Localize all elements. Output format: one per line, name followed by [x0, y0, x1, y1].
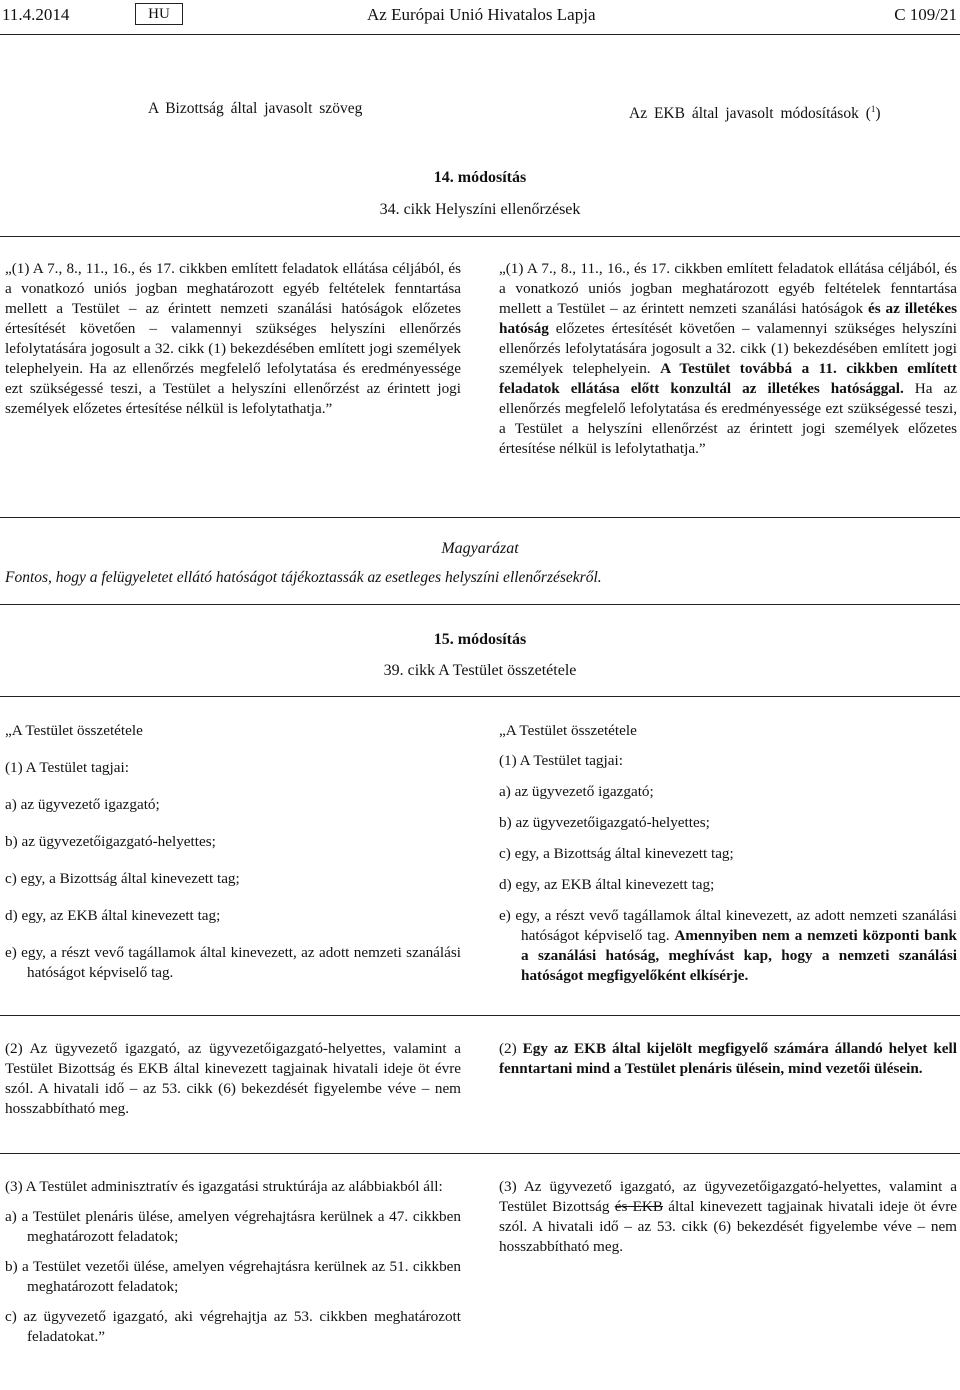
amendment-14-right-text: „(1) A 7., 8., 11., 16., és 17. cikkben említett feladatok ellátása céljából, és a vonatkozó uniós jogban meghatározott egyéb feltételek fenntartása mellett a Testület – az érintett nemzeti szanálási hatóságok és az illetékes hatóság előzetes értesítését követően – valamennyi szükséges helyszíni ellenőrzés lefolytatására jogosult a 32. cikk (1) bekezdésében említett jogi személyek telephelyein. A Testület továbbá a 11. cikkben említett feladatok ellátása előtt konzultál az illetékes hatósággal. Ha az ellenőrzés megfelelő lefolytatása és eredményessége ezt szükségessé teszi, a Testület a helyszíni ellenőrzést az érintett jogi személyek előzetes értesítése nélkül is lefolytathatja.” — [499, 260, 958, 457]
journal-title: Az Európai Unió Hivatalos Lapja — [367, 5, 596, 24]
left-p3-intro: (3) A Testület adminisztratív és igazgatási struktúrája az alábbiakból áll: — [5, 1178, 443, 1195]
right-item-b: b) az ügyvezetőigazgató-helyettes; — [499, 814, 710, 831]
left-item-b: b) az ügyvezetőigazgató-helyettes; — [5, 833, 216, 850]
amendment-15-left-block1 — [5, 721, 461, 983]
journal-header — [0, 0, 960, 32]
explanation-text: Fontos, hogy a felügyeletet ellátó hatóságot tájékoztassák az esetleges helyszíni ellenőrzésekről. — [5, 569, 602, 586]
right-paragraph-2: (2) Egy az EKB által kijelölt megfigyelő számára állandó helyet kell fenntartani mind a Testület plenáris ülésein, mind vezetői ülésein. — [499, 1040, 957, 1077]
left-p3-c: c) az ügyvezető igazgató, aki végrehajtja az 53. cikkben meghatározott feladatokat.” — [5, 1308, 461, 1345]
section-rule — [0, 1015, 960, 1016]
language-badge: HU — [135, 3, 183, 25]
column-heading-right: Az EKB által javasolt módosítások ($^1$) — [629, 104, 881, 123]
amendment-14-subtitle: 34. cikk Helyszíni ellenőrzések — [379, 201, 581, 218]
left-paragraph-2: (2) Az ügyvezető igazgató, az ügyvezetőigazgató-helyettes, valamint a Testület Bizottság és EKB által kinevezett tagjainak hivatali ideje öt évre szól. A hivatali idő – az 53. cikk (6) bekezdését figyelembe véve – nem hosszabbítható meg. — [5, 1040, 461, 1117]
left-item-c: c) egy, a Bizottság által kinevezett tag; — [5, 870, 240, 887]
left-heading: „A Testület összetétele — [5, 722, 143, 739]
section-rule — [0, 517, 960, 518]
header-rule — [0, 34, 960, 35]
amendment-15-title: 15. módosítás — [433, 631, 527, 648]
right-item-c: c) egy, a Bizottság által kinevezett tag; — [499, 845, 734, 862]
column-heading-left: A Bizottság által javasolt szöveg — [148, 100, 363, 117]
section-rule — [0, 604, 960, 605]
issue-number: C 109/21 — [894, 5, 957, 24]
amendment-14-left-text: „(1) A 7., 8., 11., 16., és 17. cikkben említett feladatok ellátása céljából, és a vonatkozó uniós jogban meghatározott egyéb feltételek fenntartása mellett a Testület – az érintett nemzeti szanálási hatóságok előzetes értesítését követően – valamennyi szükséges helyszíni ellenőrzés lefolytatására jogosult a 32. cikk (1) bekezdésében említett jogi személyek telephelyein. Ha az ellenőrzés megfelelő lefolytatása és eredményessége ezt szükségessé teszi, a Testület a helyszíni ellenőrzést az érintett jogi személyek előzetes értesítése nélkül is lefolytathatja.” — [5, 260, 461, 417]
right-item-e: e) egy, a részt vevő tagállamok által kinevezett, az adott nemzeti szanálási hatóságot képviselő tag. Amennyiben nem a nemzeti központi bank a szanálási hatóság, meghívást kap, hogy a nemzeti szanálási hatóságot megfigyelőként elkísérje. — [499, 907, 958, 984]
left-item-e: e) egy, a részt vevő tagállamok által kinevezett, az adott nemzeti szanálási hatóságot képviselő tag. — [5, 944, 461, 981]
left-item-d: d) egy, az EKB által kinevezett tag; — [5, 907, 221, 924]
left-paragraph-3 — [5, 1177, 461, 1347]
right-item-a: a) az ügyvezető igazgató; — [499, 783, 654, 800]
right-item-1: (1) A Testület tagjai: — [499, 752, 623, 769]
explanation-title: Magyarázat — [441, 540, 519, 557]
section-rule — [0, 1153, 960, 1154]
publication-date: 11.4.2014 — [2, 5, 70, 24]
amendment-15-right-block1 — [499, 721, 957, 986]
section-rule — [0, 696, 960, 697]
amendment-15-subtitle: 39. cikk A Testület összetétele — [383, 662, 577, 679]
left-p3-a: a) a Testület plenáris ülése, amelyen végrehajtásra kerülnek a 47. cikkben meghatározott feladatok; — [5, 1208, 461, 1245]
left-item-a: a) az ügyvezető igazgató; — [5, 796, 160, 813]
left-p3-b: b) a Testület vezetői ülése, amelyen végrehajtásra kerülnek az 51. cikkben meghatározott feladatok; — [5, 1258, 461, 1295]
right-item-d: d) egy, az EKB által kinevezett tag; — [499, 876, 715, 893]
amendment-14-title: 14. módosítás — [433, 169, 527, 186]
left-item-1: (1) A Testület tagjai: — [5, 759, 129, 776]
right-paragraph-3: (3) Az ügyvezető igazgató, az ügyvezetőigazgató-helyettes, valamint a Testület Bizottság és EKB által kinevezett tagjainak hivatali ideje öt évre szól. A hivatali idő – az 53. cikk (6) bekezdését figyelembe véve – nem hosszabbítható meg. — [499, 1178, 957, 1255]
section-rule — [0, 236, 960, 237]
right-heading: „A Testület összetétele — [499, 722, 637, 739]
